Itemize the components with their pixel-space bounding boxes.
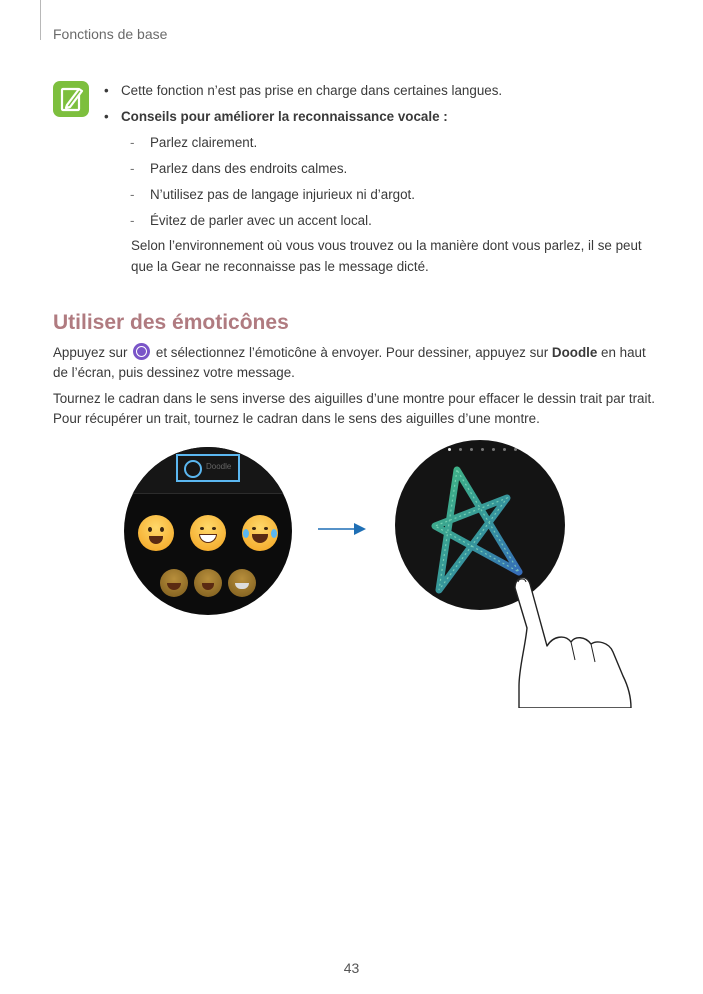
emoji-grin-icon	[190, 515, 226, 551]
doodle-term: Doodle	[551, 345, 598, 360]
tip-item: - Parlez clairement.	[130, 135, 258, 150]
paragraph-text: Appuyez sur	[53, 345, 128, 360]
emoji-happy-icon	[194, 569, 222, 597]
running-header: Fonctions de base	[53, 26, 168, 42]
section-title: Utiliser des émoticônes	[53, 311, 289, 334]
emoji-tears-of-joy-icon	[242, 515, 278, 551]
hand-finger-icon	[505, 568, 635, 708]
tip-item: - N’utilisez pas de langage injurieux ni d’argot.	[130, 187, 415, 202]
tip-item: - Évitez de parler avec un accent local.	[130, 213, 372, 228]
bullet-dot: •	[104, 109, 109, 124]
tip-text: N’utilisez pas de langage injurieux ni d’argot.	[150, 187, 415, 202]
margin-rule	[40, 0, 41, 40]
watch-emoticon-screen	[124, 447, 292, 615]
doodle-tab-highlight	[176, 454, 240, 482]
tip-text: Parlez dans des endroits calmes.	[150, 161, 348, 176]
page-number: 43	[343, 960, 360, 976]
note-bullet	[104, 82, 664, 99]
paragraph-bezel: Tournez le cadran dans le sens inverse des aiguilles d’une montre pour effacer le dessin trait par trait. Pour récupérer un trait, tournez le cadran dans le sens des aiguilles d’une montre.	[53, 391, 655, 426]
note-pencil-icon	[53, 81, 89, 117]
emoticon-icon	[133, 343, 150, 360]
emoji-smile-icon	[138, 515, 174, 551]
tip-item: - Parlez dans des endroits calmes.	[130, 161, 348, 176]
paragraph-text: et sélectionnez l’émoticône à envoyer. Pour dessiner, appuyez sur	[155, 345, 549, 360]
tip-text: Parlez clairement.	[150, 135, 258, 150]
note-paragraph: Selon l’environnement où vous vous trouvez ou la manière dont vous parlez, il se peut que la Gear ne reconnaisse pas le message dicté.	[131, 238, 642, 274]
emoji-laugh-icon	[160, 569, 188, 597]
note-bullet-text: Cette fonction n’est pas prise en charge dans certaines langues.	[121, 83, 503, 98]
doodle-icon	[184, 460, 202, 478]
tip-text: Évitez de parler avec un accent local.	[150, 213, 372, 228]
arrow-right-icon	[318, 522, 366, 536]
doodle-tab-label: Doodle	[206, 462, 232, 471]
paragraph-emoticons	[53, 343, 658, 383]
note-block	[104, 82, 664, 277]
bullet-dot: •	[104, 83, 109, 98]
paragraph-text: en haut de l’écran, puis dessinez votre message.	[53, 345, 646, 380]
emoji-beam-icon	[228, 569, 256, 597]
note-bullet	[104, 108, 664, 125]
note-bullet-heading: Conseils pour améliorer la reconnaissance vocale :	[121, 109, 448, 124]
